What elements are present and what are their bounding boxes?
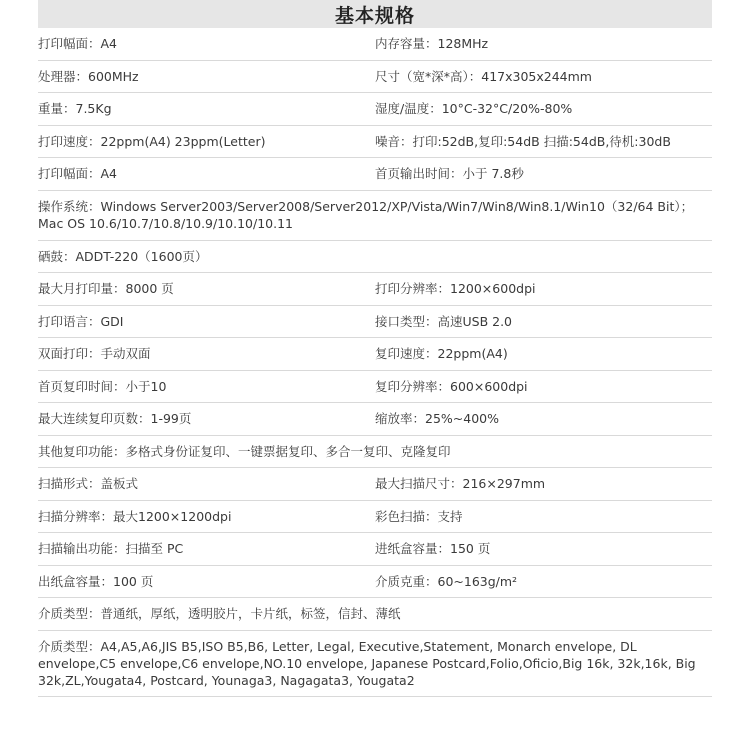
spec-row — [38, 371, 712, 404]
spec-row — [38, 598, 712, 631]
spec-row — [38, 306, 712, 339]
spec-row — [38, 468, 712, 501]
spec-cell: 噪音：打印:52dB,复印:54dB 扫描:54dB,待机:30dB — [375, 133, 671, 149]
spec-row — [38, 338, 712, 371]
spec-cell: 打印幅面：A4 — [38, 166, 118, 182]
spec-cell: 硒鼓：ADDT-220（1600页） — [38, 248, 208, 264]
spec-cell: 最大扫描尺寸：216×297mm — [375, 476, 546, 492]
spec-cell: 湿度/温度：10°C-32°C/20%-80% — [375, 101, 573, 117]
spec-row — [38, 241, 712, 274]
spec-cell: 内存容量：128MHz — [375, 36, 489, 52]
spec-row — [38, 273, 712, 306]
spec-cell: 最大连续复印页数：1-99页 — [38, 411, 192, 427]
spec-cell: 彩色扫描：支持 — [375, 508, 463, 524]
spec-cell: 操作系统：Windows Server2003/Server2008/Server2012/XP/Vista/Win7/Win8/Win8.1/Win10（32/64 Bit）；Mac OS 10.6/10.7/10.8/10.9/10.10/10.11 — [38, 199, 694, 231]
spec-row — [38, 403, 712, 436]
spec-cell: 扫描分辨率：最大1200×1200dpi — [38, 508, 232, 524]
spec-row — [38, 28, 712, 61]
spec-cell: 复印分辨率：600×600dpi — [375, 378, 528, 394]
spec-row — [38, 158, 712, 191]
spec-cell: 复印速度：22ppm(A4) — [375, 346, 508, 362]
spec-cell: 缩放率：25%~400% — [375, 411, 499, 427]
spec-cell: 介质克重：60~163g/m² — [375, 573, 518, 589]
spec-row — [38, 93, 712, 126]
spec-cell: 扫描形式：盖板式 — [38, 476, 139, 492]
spec-row — [38, 126, 712, 159]
spec-row — [38, 631, 712, 697]
spec-cell: 最大月打印量：8000 页 — [38, 281, 174, 297]
spec-title: 基本规格 — [38, 0, 712, 28]
spec-row — [38, 566, 712, 599]
spec-row — [38, 191, 712, 241]
spec-cell: 打印分辨率：1200×600dpi — [375, 281, 536, 297]
spec-cell: 重量：7.5Kg — [38, 101, 112, 117]
spec-cell: 打印速度：22ppm(A4) 23ppm(Letter) — [38, 133, 266, 149]
spec-row — [38, 61, 712, 94]
spec-cell: 双面打印：手动双面 — [38, 346, 151, 362]
spec-cell: 首页输出时间：小于 7.8秒 — [375, 166, 524, 182]
spec-cell: 打印幅面：A4 — [38, 36, 118, 52]
spec-cell: 其他复印功能：多格式身份证复印、一键票据复印、多合一复印、克隆复印 — [38, 443, 451, 459]
spec-cell: 打印语言：GDI — [38, 313, 124, 329]
spec-row — [38, 436, 712, 469]
spec-row — [38, 501, 712, 534]
spec-cell: 进纸盒容量：150 页 — [375, 541, 491, 557]
spec-cell: 介质类型：普通纸，厚纸，透明胶片，卡片纸，标签，信封、薄纸 — [38, 606, 401, 622]
spec-cell: 介质类型：A4,A5,A6,JIS B5,ISO B5,B6, Letter, Legal, Executive,Statement, Monarch envelope, DL envelope,C5 envelope,C6 envelope,NO.10 envelope, Japanese Postcard,Folio,Oficio,Big 16k, 32k,16k, Big 32k,ZL,Yougata4, Postcard, Younaga3, Nagagata3, Yougata2 — [38, 638, 696, 688]
spec-row — [38, 533, 712, 566]
spec-cell: 扫描输出功能：扫描至 PC — [38, 541, 184, 557]
spec-sheet — [38, 0, 712, 697]
spec-cell: 接口类型：高速USB 2.0 — [375, 313, 513, 329]
spec-cell: 处理器：600MHz — [38, 68, 139, 84]
spec-cell: 首页复印时间：小于10 — [38, 378, 167, 394]
spec-cell: 尺寸（宽*深*高）：417x305x244mm — [375, 68, 592, 84]
spec-cell: 出纸盒容量：100 页 — [38, 573, 154, 589]
